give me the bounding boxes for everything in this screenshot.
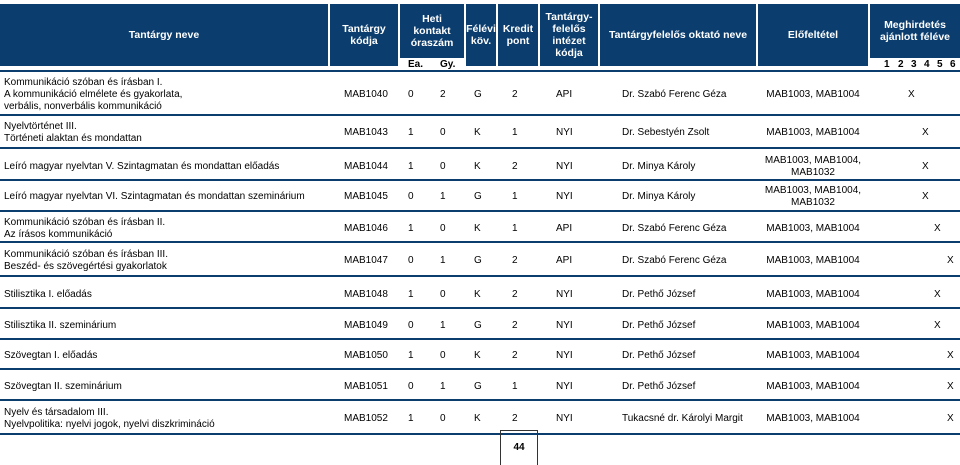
teacher-name: Dr. Szabó Ferenc Géza bbox=[622, 89, 727, 100]
subject-name-line: Leíró magyar nyelvtan V. Szintagmatan és mondattan előadás bbox=[4, 160, 280, 172]
teacher-name: Dr. Sebestyén Zsolt bbox=[622, 127, 710, 138]
teacher-name: Dr. Szabó Ferenc Géza bbox=[622, 255, 727, 266]
institute-code: NYI bbox=[556, 127, 573, 138]
col-recommended: Meghirdetés ajánlott féléve bbox=[879, 19, 951, 43]
requirement: G bbox=[474, 89, 482, 100]
teacher-name: Dr. Pethő József bbox=[622, 320, 696, 331]
row-divider bbox=[0, 275, 960, 277]
requirement: G bbox=[474, 381, 482, 392]
subject-name-line: Stilisztika II. szeminárium bbox=[4, 320, 117, 331]
prerequisite: MAB1032 bbox=[791, 166, 835, 178]
row-divider bbox=[0, 368, 960, 370]
credit: 2 bbox=[512, 288, 518, 300]
teacher-name: Dr. Pethő József bbox=[622, 350, 696, 361]
gy-hours: 0 bbox=[440, 160, 446, 172]
col-prerequisite: Előfeltétel bbox=[787, 29, 839, 41]
semester-mark: X bbox=[922, 160, 929, 172]
gy-hours: 1 bbox=[440, 320, 446, 331]
credit: 1 bbox=[512, 222, 518, 234]
gy-label: Gy. bbox=[440, 59, 456, 70]
prerequisite: MAB1003, MAB1004 bbox=[766, 89, 860, 100]
subject-name-line: Szövegtan I. előadás bbox=[4, 350, 98, 361]
gy-hours: 0 bbox=[440, 288, 446, 300]
requirement: G bbox=[474, 255, 482, 266]
subject-name-line: Nyelvtörténet III. bbox=[4, 121, 77, 132]
institute-code: NYI bbox=[556, 160, 573, 172]
credit: 2 bbox=[512, 320, 518, 331]
semester-1: 1 bbox=[884, 59, 890, 70]
credit: 1 bbox=[512, 191, 518, 202]
row-divider bbox=[0, 241, 960, 243]
header-divider bbox=[0, 70, 960, 72]
semester-mark: X bbox=[908, 89, 915, 100]
prerequisite: MAB1003, MAB1004 bbox=[766, 381, 860, 392]
col-institute-code: Tantárgy-felelős intézet kódja bbox=[545, 11, 593, 59]
ea-hours: 0 bbox=[408, 191, 414, 202]
row-divider bbox=[0, 399, 960, 401]
subject-code: MAB1049 bbox=[344, 320, 388, 331]
subject-name-line: Szövegtan II. szeminárium bbox=[4, 381, 122, 392]
credit: 2 bbox=[512, 160, 518, 172]
ea-hours: 1 bbox=[408, 288, 414, 300]
institute-code: NYI bbox=[556, 350, 573, 361]
institute-code: NYI bbox=[556, 381, 573, 392]
semester-mark: X bbox=[947, 381, 954, 392]
requirement: K bbox=[474, 288, 481, 300]
prerequisite: MAB1003, MAB1004 bbox=[766, 127, 860, 138]
semester-mark: X bbox=[922, 127, 929, 138]
prerequisite: MAB1032 bbox=[791, 197, 835, 208]
prerequisite: MAB1003, MAB1004 bbox=[766, 222, 860, 234]
credit: 1 bbox=[512, 381, 518, 392]
subject-code: MAB1052 bbox=[344, 413, 388, 424]
teacher-name: Dr. Szabó Ferenc Géza bbox=[622, 222, 727, 234]
ea-hours: 1 bbox=[408, 350, 414, 361]
subject-name-line: verbális, nonverbális kommunikáció bbox=[4, 101, 162, 112]
col-credit: Kredit pont bbox=[502, 23, 534, 47]
institute-code: API bbox=[556, 89, 573, 100]
requirement: K bbox=[474, 160, 481, 172]
ea-hours: 0 bbox=[408, 381, 414, 392]
gy-hours: 1 bbox=[440, 191, 446, 202]
subject-name-line: Kommunikáció szóban és írásban I. bbox=[4, 77, 163, 88]
teacher-name: Tukacsné dr. Károlyi Margit bbox=[622, 413, 743, 424]
subject-name-line: Kommunikáció szóban és írásban II. bbox=[4, 216, 166, 228]
requirement: K bbox=[474, 222, 481, 234]
credit: 1 bbox=[512, 127, 518, 138]
requirement: K bbox=[474, 127, 481, 138]
row-divider bbox=[0, 338, 960, 340]
row-divider bbox=[0, 114, 960, 116]
prerequisite: MAB1003, MAB1004 bbox=[766, 320, 860, 331]
subject-code: MAB1043 bbox=[344, 127, 388, 138]
subject-code: MAB1050 bbox=[344, 350, 388, 361]
teacher-name: Dr. Pethő József bbox=[622, 288, 696, 300]
requirement: G bbox=[474, 320, 482, 331]
subject-code: MAB1048 bbox=[344, 288, 388, 300]
credit: 2 bbox=[512, 255, 518, 266]
subject-code: MAB1046 bbox=[344, 222, 388, 234]
subject-code: MAB1044 bbox=[344, 160, 388, 172]
subject-name-line: Leíró magyar nyelvtan VI. Szintagmatan és mondattan szeminárium bbox=[4, 191, 305, 202]
col-subject-code: Tantárgy kódja bbox=[342, 23, 386, 47]
col-weekly-hours: Heti kontakt óraszám bbox=[410, 13, 454, 49]
semester-mark: X bbox=[947, 255, 954, 266]
prerequisite: MAB1003, MAB1004 bbox=[766, 255, 860, 266]
col-semester-req: Félévi köv. bbox=[466, 23, 496, 47]
ea-hours: 1 bbox=[408, 222, 414, 234]
subject-code: MAB1051 bbox=[344, 381, 388, 392]
ea-hours: 0 bbox=[408, 320, 414, 331]
semester-5: 5 bbox=[937, 59, 943, 70]
semester-6: 6 bbox=[950, 59, 956, 70]
page-number: 44 bbox=[500, 430, 538, 465]
semester-mark: X bbox=[934, 222, 941, 234]
credit: 2 bbox=[512, 89, 518, 100]
gy-hours: 0 bbox=[440, 222, 446, 234]
subject-code: MAB1045 bbox=[344, 191, 388, 202]
semester-mark: X bbox=[947, 350, 954, 361]
teacher-name: Dr. Pethő József bbox=[622, 381, 696, 392]
subject-name-line: Történeti alaktan és mondattan bbox=[4, 133, 142, 144]
gy-hours: 1 bbox=[440, 381, 446, 392]
ea-label: Ea. bbox=[408, 59, 424, 70]
subject-name-line: Stilisztika I. előadás bbox=[4, 288, 92, 300]
gy-hours: 0 bbox=[440, 413, 446, 424]
semester-3: 3 bbox=[911, 59, 917, 70]
institute-code: NYI bbox=[556, 320, 573, 331]
requirement: G bbox=[474, 191, 482, 202]
ea-hours: 1 bbox=[408, 413, 414, 424]
subject-name-line: Beszéd- és szövegértési gyakorlatok bbox=[4, 261, 167, 272]
teacher-name: Dr. Minya Károly bbox=[622, 160, 696, 172]
row-divider bbox=[0, 179, 960, 181]
ea-hours: 1 bbox=[408, 160, 414, 172]
institute-code: NYI bbox=[556, 413, 573, 424]
subject-code: MAB1040 bbox=[344, 89, 388, 100]
ea-hours: 0 bbox=[408, 255, 414, 266]
requirement: K bbox=[474, 350, 481, 361]
institute-code: NYI bbox=[556, 191, 573, 202]
subject-name-line: A kommunikáció elmélete és gyakorlata, bbox=[4, 89, 183, 100]
subject-name-line: Nyelv és társadalom III. bbox=[4, 407, 109, 418]
institute-code: API bbox=[556, 255, 573, 266]
ea-hours: 1 bbox=[408, 127, 414, 138]
subject-name-line: Az írásos kommunikáció bbox=[4, 228, 113, 240]
semester-mark: X bbox=[934, 288, 941, 300]
col-lead-teacher: Tantárgyfelelős oktató neve bbox=[608, 29, 748, 41]
gy-hours: 2 bbox=[440, 89, 446, 100]
gy-hours: 1 bbox=[440, 255, 446, 266]
row-divider bbox=[0, 433, 960, 435]
prerequisite: MAB1003, MAB1004 bbox=[766, 350, 860, 361]
credit: 2 bbox=[512, 350, 518, 361]
institute-code: NYI bbox=[556, 288, 573, 300]
prerequisite: MAB1003, MAB1004 bbox=[766, 288, 860, 300]
semester-mark: X bbox=[922, 191, 929, 202]
requirement: K bbox=[474, 413, 481, 424]
prerequisite: MAB1003, MAB1004, bbox=[764, 154, 862, 166]
row-divider bbox=[0, 210, 960, 212]
semester-2: 2 bbox=[898, 59, 904, 70]
subject-code: MAB1047 bbox=[344, 255, 388, 266]
row-divider bbox=[0, 307, 960, 309]
gy-hours: 0 bbox=[440, 350, 446, 361]
gy-hours: 0 bbox=[440, 127, 446, 138]
prerequisite: MAB1003, MAB1004, bbox=[764, 185, 862, 196]
col-subject-name: Tantárgy neve bbox=[128, 29, 200, 41]
semester-mark: X bbox=[934, 320, 941, 331]
credit: 2 bbox=[512, 413, 518, 424]
semester-4: 4 bbox=[924, 59, 930, 70]
subject-name-line: Nyelvpolitika: nyelvi jogok, nyelvi diszkrimináció bbox=[4, 419, 215, 430]
subject-name-line: Kommunikáció szóban és írásban III. bbox=[4, 249, 168, 260]
row-divider bbox=[0, 147, 960, 149]
teacher-name: Dr. Minya Károly bbox=[622, 191, 696, 202]
prerequisite: MAB1003, MAB1004 bbox=[766, 413, 860, 424]
ea-hours: 0 bbox=[408, 89, 414, 100]
semester-mark: X bbox=[947, 413, 954, 424]
institute-code: API bbox=[556, 222, 573, 234]
